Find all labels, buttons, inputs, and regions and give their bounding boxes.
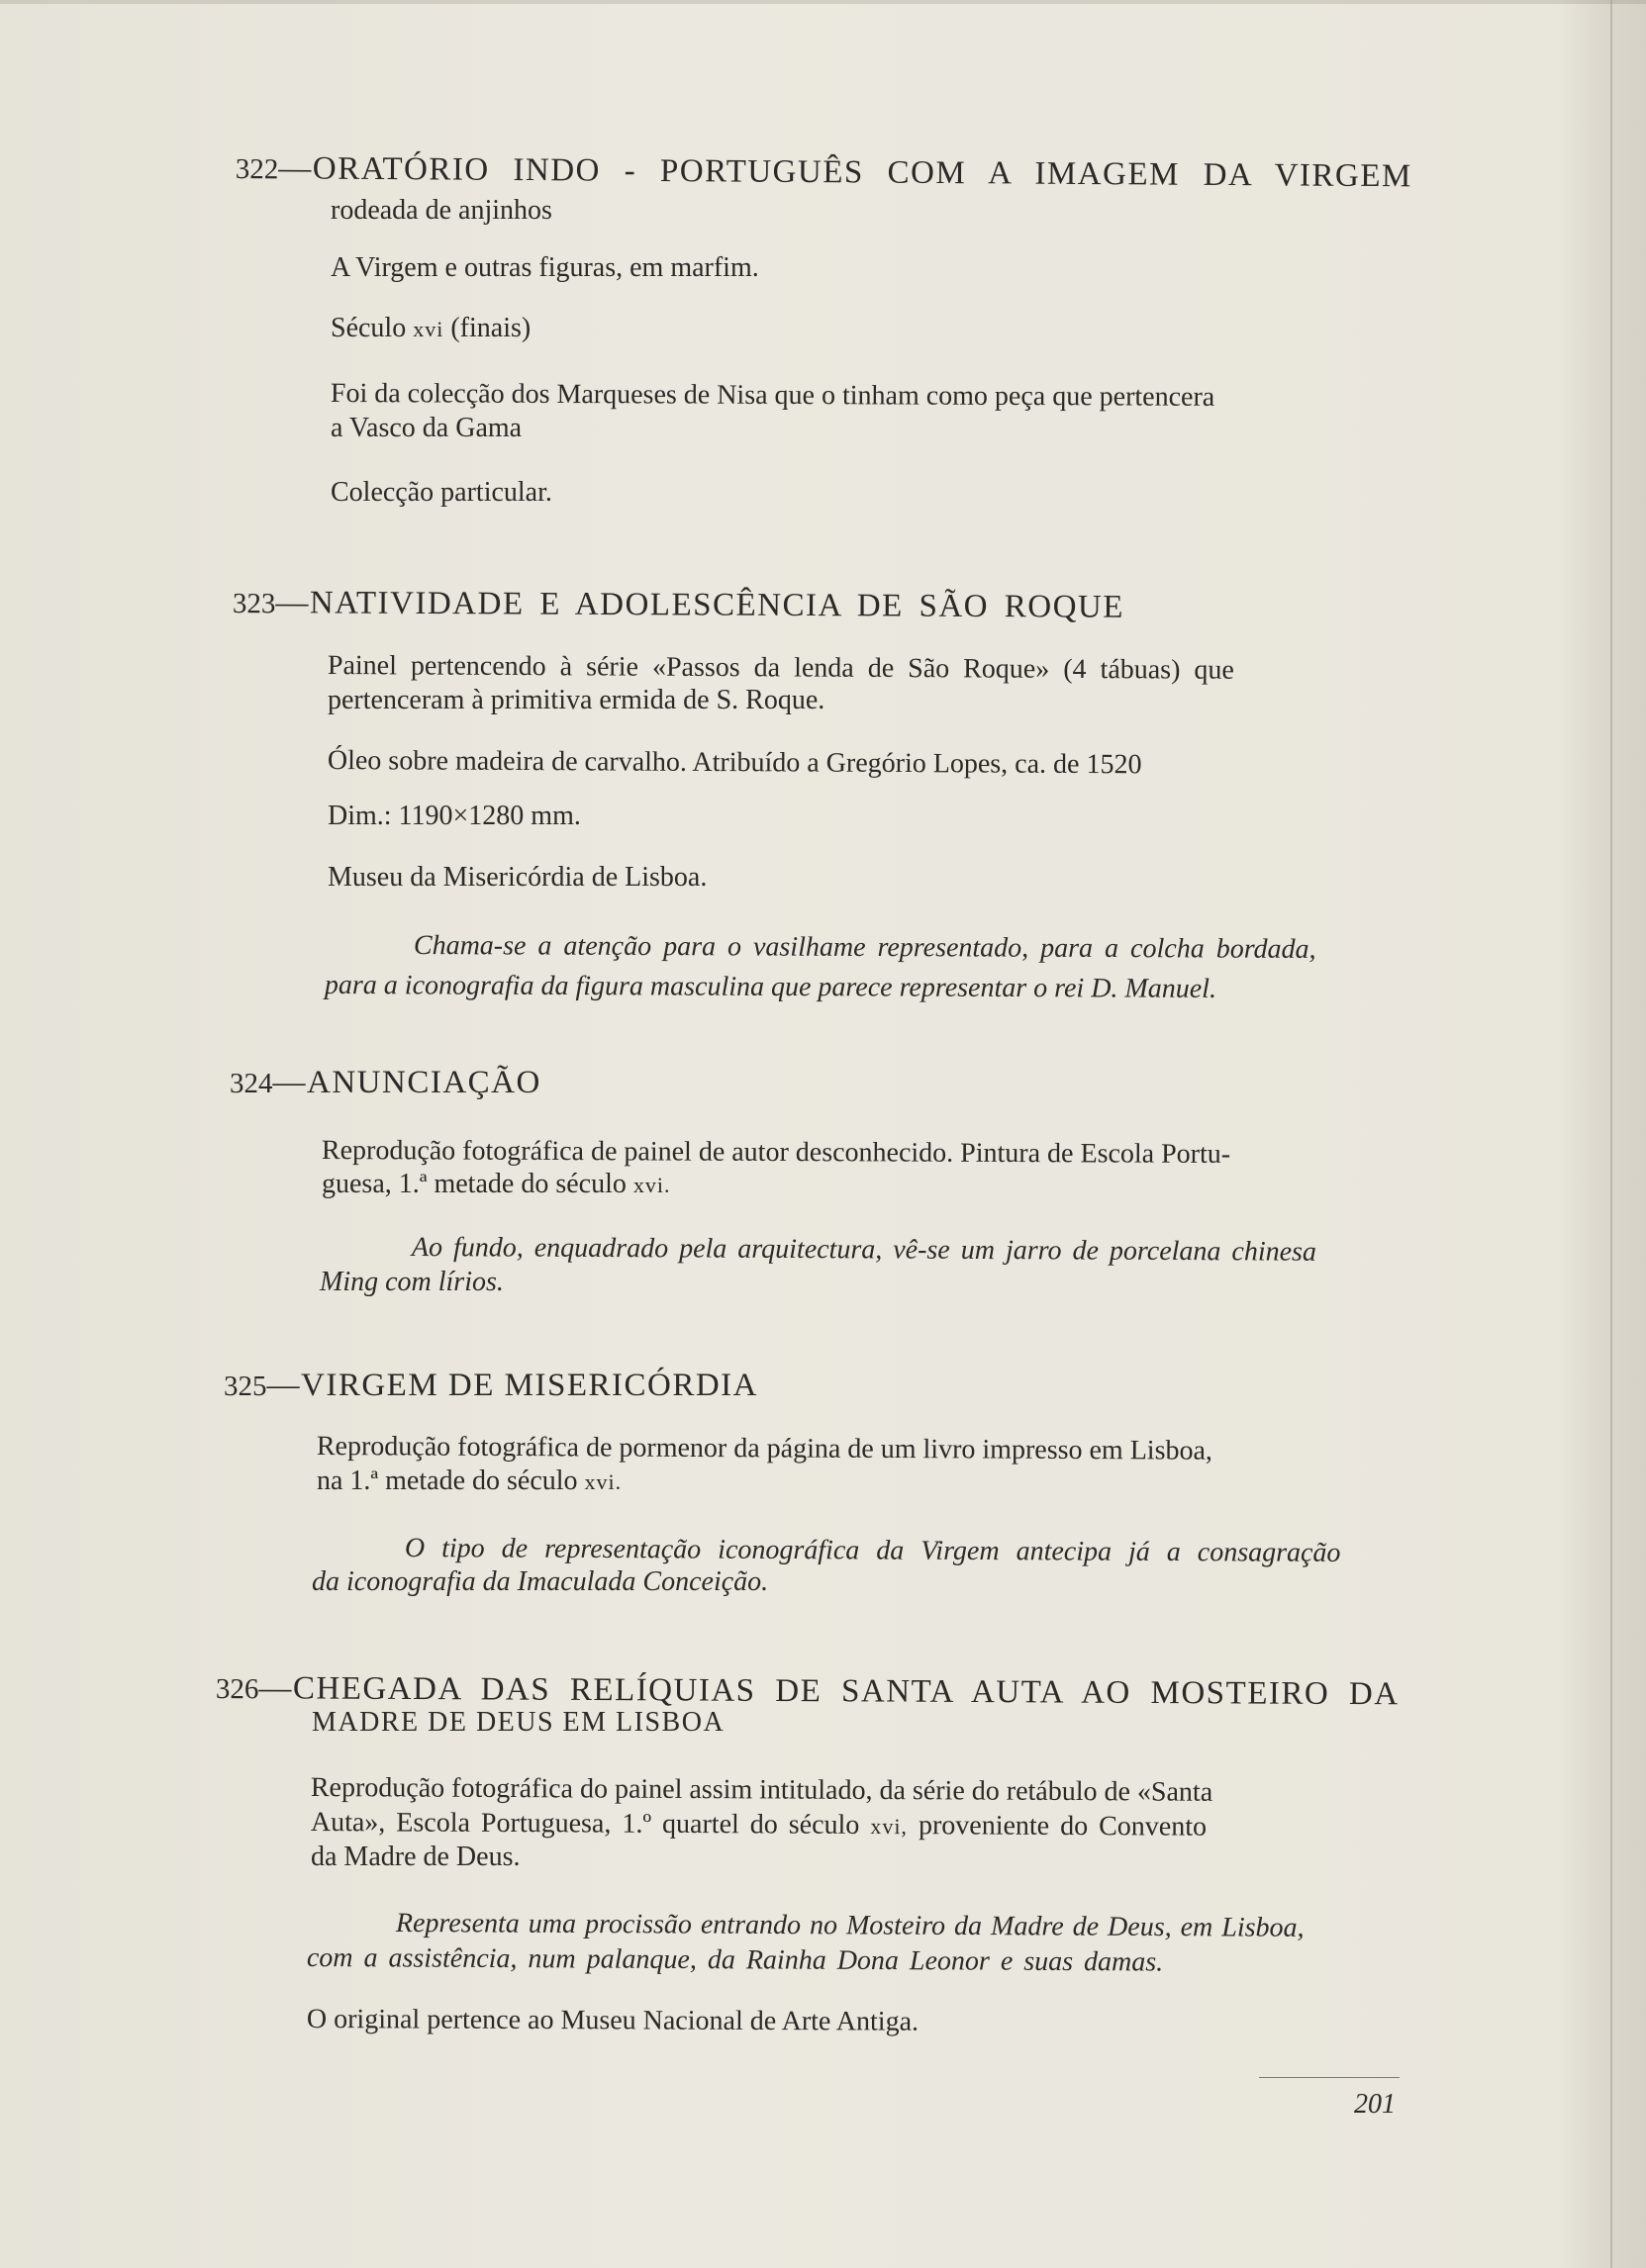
entry-number: 326: [215, 1673, 259, 1706]
entry-title: NATIVIDADE E ADOLESCÊNCIA DE SÃO ROQUE: [309, 585, 1125, 625]
entry-326: [215, 1670, 1400, 1713]
entry-note-line2: da iconografia da Imaculada Conceição.: [312, 1566, 769, 1597]
entry-date: Século xvi (finais): [331, 313, 532, 343]
entry-heading: [236, 150, 1412, 195]
entry-description-line1: Painel pertencendo à série «Passos da lenda de São Roque» (4 tábuas) que: [327, 650, 1234, 686]
footer-rule: [1259, 2077, 1400, 2078]
entry-description-line2: Auta», Escola Portuguesa, 1.º quartel do século xvi, proveniente do Convento: [310, 1807, 1208, 1843]
entry-provenance-line1: Foi da colecção dos Marqueses de Nisa que o tinham como peça que pertencera: [330, 378, 1215, 413]
entry-number: 322: [235, 152, 279, 186]
entry-provenance-line2: a Vasco da Gama: [331, 413, 523, 443]
entry-title: ORATÓRIO INDO - PORTUGUÊS COM A IMAGEM DA VIRGEM: [312, 150, 1412, 195]
entry-description-line1: Reprodução fotográfica de painel de autor desconhecido. Pintura de Escola Portu-: [321, 1135, 1231, 1171]
entry-dash: —: [275, 585, 310, 621]
entry-final-note: O original pertence ao Museu Nacional de Arte Antiga.: [306, 2004, 920, 2037]
entry-description-line1: Reprodução fotográfica do painel assim intitulado, da série do retábulo de «Santa: [310, 1772, 1213, 1808]
entry-description-line2: pertenceram à primitiva ermida de S. Roque.: [328, 685, 825, 715]
entry-technique: Óleo sobre madeira de carvalho. Atribuído a Gregório Lopes, ca. de 1520: [327, 745, 1142, 781]
entry-heading: [224, 1368, 758, 1404]
entry-note-line2: Ming com lírios.: [320, 1267, 504, 1297]
entry-collection: Colecção particular.: [331, 477, 552, 508]
entry-description-line2: guesa, 1.ª metade do século xvi.: [322, 1169, 671, 1199]
entry-325: [224, 1368, 758, 1404]
entry-description-line1: Reprodução fotográfica de pormenor da página de um livro impresso em Lisboa,: [316, 1431, 1213, 1466]
page-right-edge: [1610, 0, 1612, 2268]
entry-collection: Museu da Misericórdia de Lisboa.: [328, 862, 708, 893]
entry-note-line2: para a iconografia da figura masculina que parece representar o rei D. Manuel.: [324, 970, 1217, 1004]
entry-dash: —: [278, 150, 313, 187]
entry-dash: —: [258, 1670, 293, 1707]
entry-323: [232, 585, 1125, 625]
page-fold-shadow: [1557, 0, 1646, 2268]
entry-subtitle: rodeada de anjinhos: [331, 195, 552, 226]
entry-title-line2: MADRE DE DEUS EM LISBOA: [312, 1707, 726, 1738]
entry-title: CHEGADA DAS RELÍQUIAS DE SANTA AUTA AO MOSTEIRO DA: [292, 1670, 1400, 1713]
entry-description: A Virgem e outras figuras, em marfim.: [331, 252, 759, 283]
entry-description-line2: na 1.ª metade do século xvi.: [317, 1465, 623, 1496]
entry-number: 323: [232, 587, 276, 620]
entry-note-line1: O tipo de representação iconográfica da Virgem antecipa já a consagração: [404, 1533, 1341, 1568]
entry-number: 325: [224, 1370, 267, 1402]
entry-description-line3: da Madre de Deus.: [311, 1842, 521, 1872]
entry-title: VIRGEM DE MISERICÓRDIA: [301, 1368, 758, 1403]
entry-324: [230, 1065, 541, 1101]
page-top-edge: [0, 0, 1646, 4]
entry-dash: —: [272, 1065, 307, 1100]
entry-note-line2: com a assistência, num palanque, da Rainha Dona Leonor e suas damas.: [306, 1942, 1164, 1978]
entry-note-line1: Representa uma procissão entrando no Mosteiro da Madre de Deus, em Lisboa,: [395, 1908, 1305, 1943]
entry-number: 324: [230, 1068, 273, 1099]
entry-heading: [233, 585, 1124, 626]
entry-title: ANUNCIAÇÃO: [307, 1065, 541, 1100]
entry-note-line1: Ao fundo, enquadrado pela arquitectura, vê-se um jarro de porcelana chinesa: [411, 1232, 1317, 1268]
entry-heading: [230, 1065, 541, 1101]
entry-note-line1: Chama-se a atenção para o vasilhame representado, para a colcha bordada,: [413, 930, 1316, 965]
entry-dimensions: Dim.: 1190×1280 mm.: [328, 801, 581, 831]
entry-322: [235, 150, 1412, 195]
page-number: 201: [1354, 2089, 1396, 2120]
entry-dash: —: [266, 1368, 301, 1403]
